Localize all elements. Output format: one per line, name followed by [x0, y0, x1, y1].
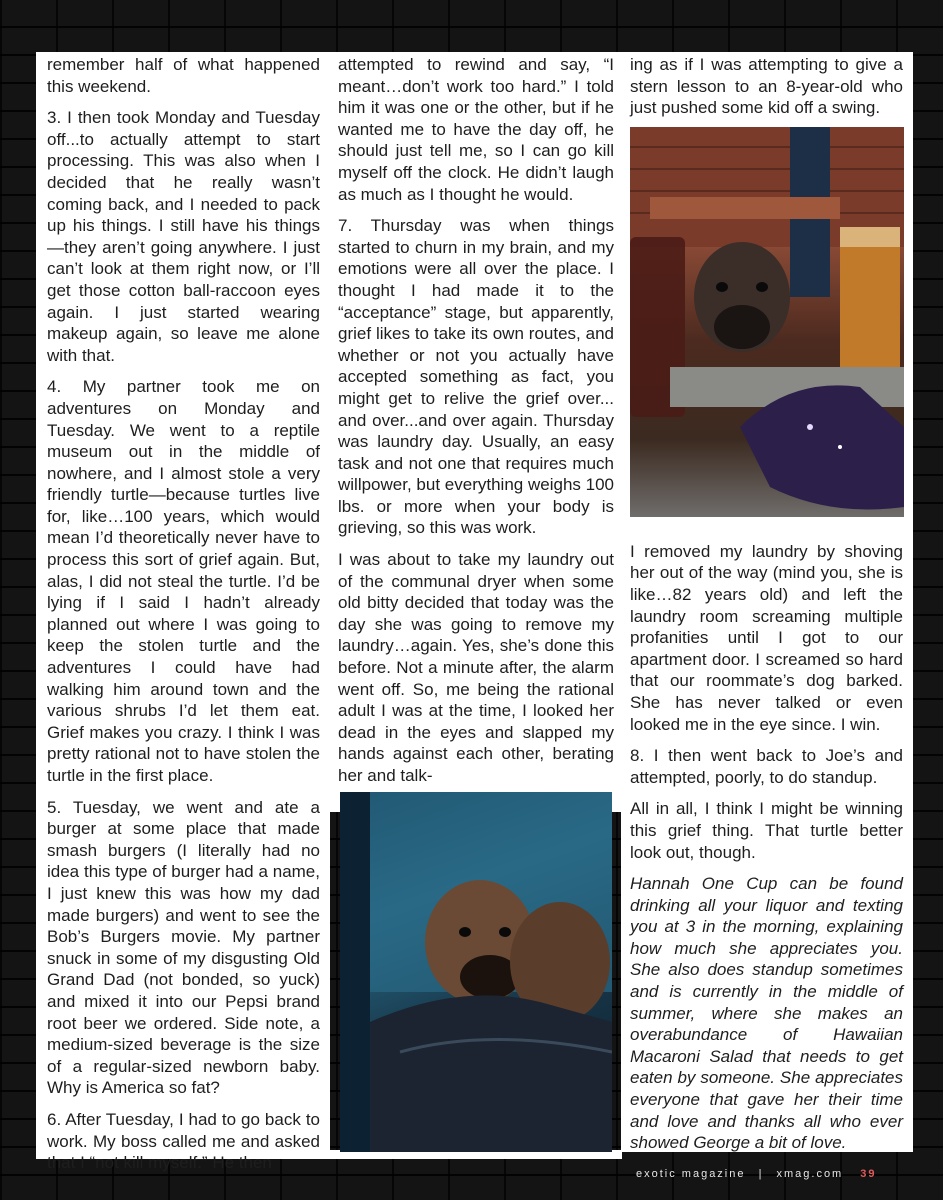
paragraph: I removed my laundry by shoving her out of the way (mind you, she is like…82 years old) and left the laundry room screaming multiple profanities until I got to our apartment door. I screamed so hard that our roommate’s dog barked. She has never talked or even looked me in the eye since. I win.: [630, 541, 903, 734]
paragraph: 4. My partner took me on adventures on Monday and Tuesday. We went to a reptile museum out in the middle of nowhere, and I almost stole a very friendly turtle—because turtles live for, like…100 years, which would mean I’d theoretically never have to process this sort of grief again. But, alas, I did not steal the turtle. I’d be lying if I said I hadn’t already planned out where I was going to keep the stolen turtle and the adventures I could have had walking him around town and the various shrubs I’d let them eat. Grief makes you crazy. I think I was pretty rational not to have stolen the turtle in the first place.: [47, 377, 320, 785]
website-link[interactable]: xmag.com: [776, 1168, 844, 1180]
page-number: 39: [860, 1168, 877, 1180]
photo-dog-with-beer: [630, 127, 904, 517]
paragraph: 7. Thursday was when things started to churn in my brain, and my emotions were all over the place. I thought I had made it to the “acceptance” stage, but apparently, grief likes to take its own routes, and whether or not you actually have accepted something as fact, you might get to relive the grief over... and over...and over again. Thursday was laundry day. Usually, an easy task and not one that requires much willpower, but everything weighs 100 lbs. or more when your body is grieving, so this was work.: [338, 216, 614, 538]
paragraph: remember half of what happened this weekend.: [47, 55, 320, 96]
author-bio: Hannah One Cup can be found drinking all your liquor and texting you at 3 in the morning, explaining how much she appreciates you. She also does standup sometimes and is currently in the middle of summer, where she makes an overabundance of Hawaiian Macaroni Salad that needs to get eaten by someone. She appreciates everyone that gave her their time and love and thanks all who ever showed George a bit of love.: [630, 874, 903, 1153]
paragraph: 8. I then went back to Joe’s and attempted, poorly, to do standup.: [630, 746, 903, 787]
paragraph: ing as if I was attempting to give a stern lesson to an 8-year-old who just pushed some kid off a swing.: [630, 55, 903, 118]
article-column-2: [330, 52, 622, 812]
page-footer: [636, 1168, 906, 1188]
paragraph: attempted to rewind and say, “I meant…don’t work too hard.” I told him it was one or the other, but if he wanted me to have the day off, he should just tell me, so I can go kill myself off the clock. He didn’t laugh as much as I thought he would.: [338, 55, 614, 204]
photo-dog-on-couch: [340, 792, 612, 1152]
paragraph: 6. After Tuesday, I had to go back to work. My boss called me and asked that I “not kill myself.” He then: [47, 1109, 320, 1173]
paragraph: All in all, I think I might be winning this grief thing. That turtle better look out, though.: [630, 799, 903, 862]
dog-beer-illustration: [630, 127, 904, 517]
paragraph: I was about to take my laundry out of the communal dryer when some old bitty decided that today was the day she was going to remove my laundry…again. Yes, she’s done this before. Not a minute after, the alarm went off. So, me being the rational adult I was at the time, I looked her dead in the eyes and slapped my hands against each other, berating her and talk-: [338, 550, 614, 785]
magazine-name: exotic magazine: [636, 1168, 746, 1180]
dog-couch-illustration: [340, 792, 612, 1152]
article-column-1: [36, 52, 330, 1173]
paragraph: 5. Tuesday, we went and ate a burger at some place that made smash burgers (I literally had no idea this type of burger had a name, I just knew this was how my dad made burgers) and went to see the Bob’s Burgers movie. My partner snuck in some of my disgusting Old Grand Dad (not bonded, so yuck) and mixed it into our Pepsi brand root beer we ordered. Side note, a medium-sized beverage is the size of a regular-sized newborn baby. Why is America so fat?: [47, 797, 320, 1098]
footer-separator: |: [758, 1168, 764, 1180]
paragraph: 3. I then took Monday and Tuesday off...to actually attempt to start processing. This was also when I decided that he really wasn’t coming back, and I needed to pack up his things. I still have his things—they aren’t going anywhere. I just can’t look at them right now, or I’ll get those cotton ball-raccoon eyes again. I just started wearing makeup again, so leave me alone with that.: [47, 108, 320, 365]
